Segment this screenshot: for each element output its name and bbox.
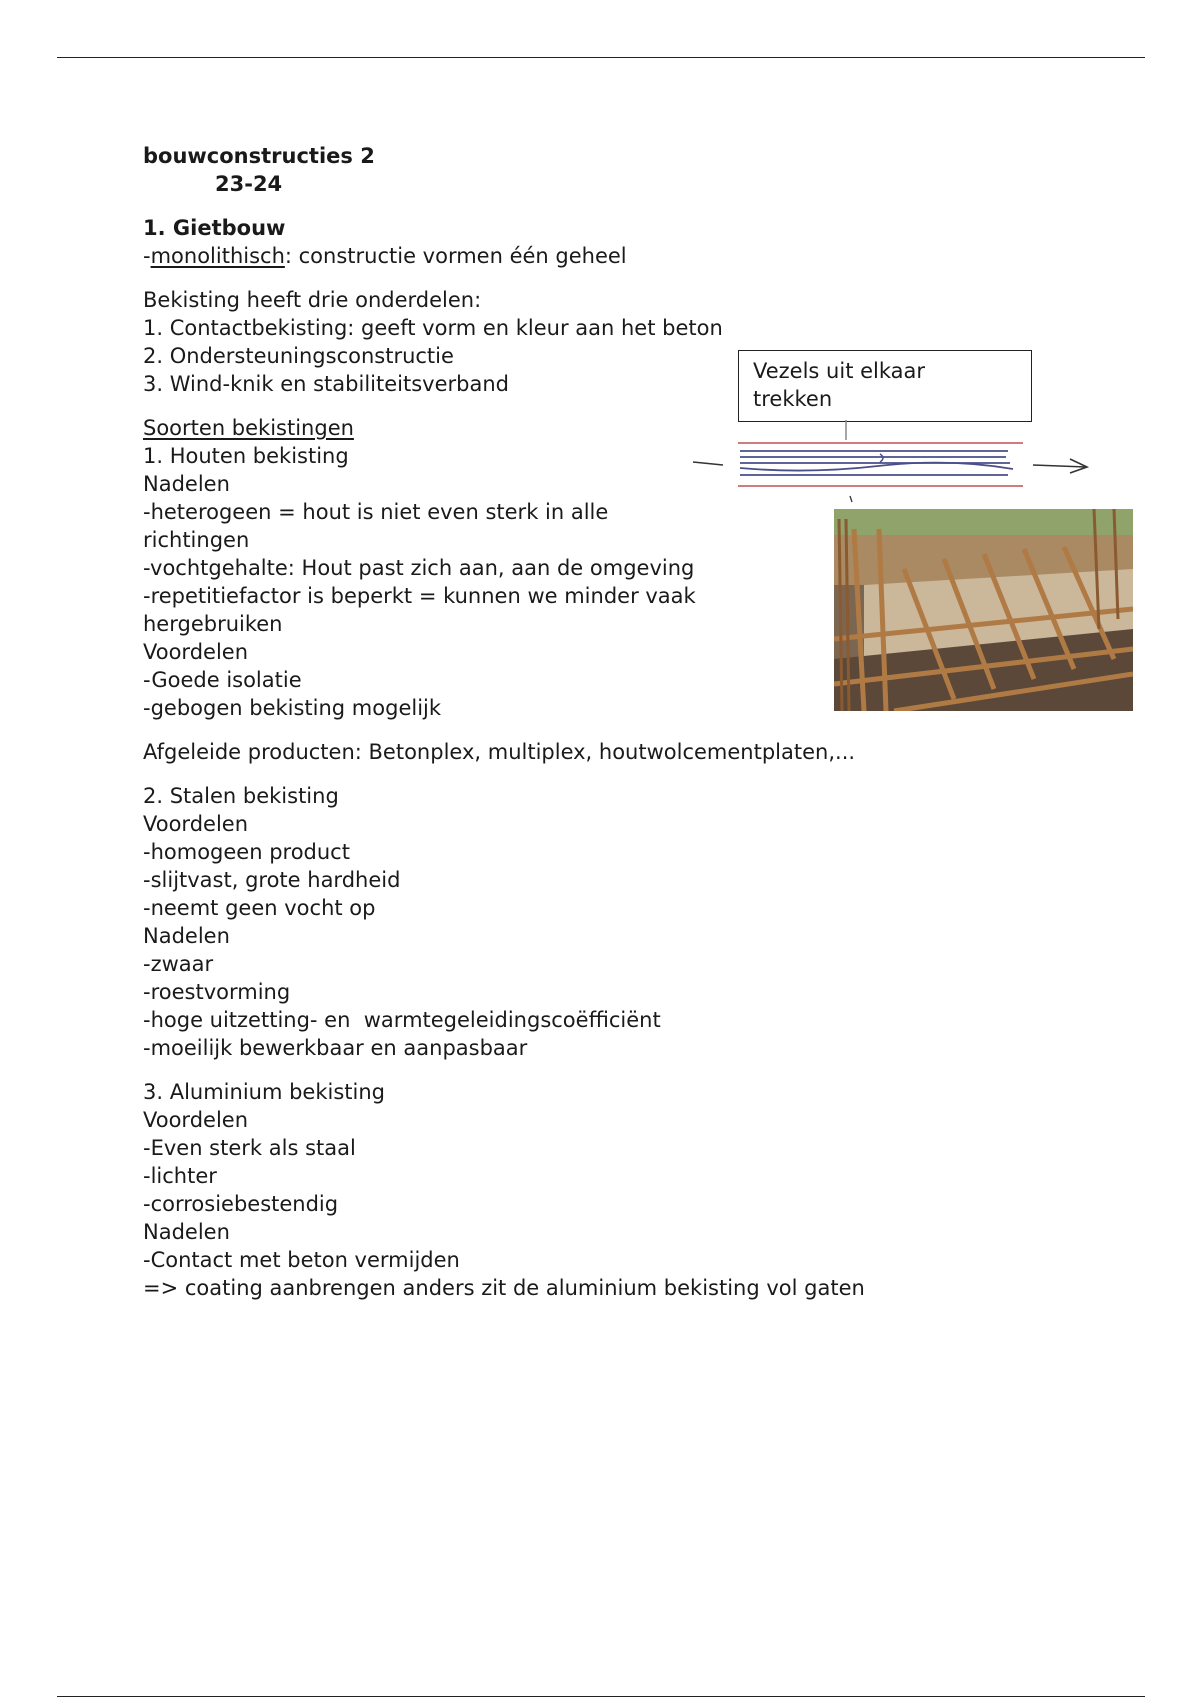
stalen-title: 2. Stalen bekisting	[143, 784, 339, 808]
houten-nadeel: -heterogeen = hout is niet even sterk in alle	[143, 500, 609, 524]
stalen-voordeel: -homogeen product	[143, 840, 350, 864]
stalen-nadeel: -hoge uitzetting- en warmtegeleidingscoëfficiënt	[143, 1008, 661, 1032]
afgeleide-producten: Afgeleide producten: Betonplex, multiplex, houtwolcementplaten,...	[143, 740, 856, 764]
houten-nadeel: -vochtgehalte: Hout past zich aan, aan de omgeving	[143, 556, 695, 580]
aluminium-voordelen-label: Voordelen	[143, 1108, 249, 1132]
stalen-nadeel: -moeilijk bewerkbaar en aanpasbaar	[143, 1036, 528, 1060]
aluminium-nadeel: -Contact met beton vermijden	[143, 1248, 460, 1272]
document-year: 23-24	[215, 172, 283, 196]
aluminium-nadeel: => coating aanbrengen anders zit de aluminium bekisting vol gaten	[143, 1276, 865, 1300]
aluminium-nadelen-label: Nadelen	[143, 1220, 230, 1244]
callout-text-line: Vezels uit elkaar	[753, 359, 926, 383]
dash: -	[143, 244, 151, 268]
stalen-nadeel: -roestvorming	[143, 980, 291, 1004]
section-heading-gietbouw: 1. Gietbouw	[143, 216, 286, 240]
stalen-voordeel: -neemt geen vocht op	[143, 896, 376, 920]
part-item: 2. Ondersteuningsconstructie	[143, 344, 454, 368]
left-arrow-stroke	[693, 462, 723, 465]
callout-box	[738, 350, 1032, 422]
soorten-heading: Soorten bekistingen	[143, 416, 354, 440]
right-arrow-icon	[1033, 465, 1086, 467]
header-rule	[57, 57, 1145, 58]
aluminium-voordeel: -lichter	[143, 1164, 217, 1188]
formwork-photo	[834, 509, 1133, 711]
houten-nadeel: -repetitiefactor is beperkt = kunnen we minder vaak	[143, 584, 696, 608]
document-body	[143, 142, 903, 1302]
bekisting-intro: Bekisting heeft drie onderdelen:	[143, 288, 482, 312]
part-item: 1. Contactbekisting: geeft vorm en kleur aan het beton	[143, 316, 723, 340]
houten-nadelen-label: Nadelen	[143, 472, 230, 496]
footer-rule	[57, 1696, 1145, 1697]
houten-nadeel: richtingen	[143, 528, 250, 552]
sketch-tick	[850, 496, 852, 502]
stalen-voordelen-label: Voordelen	[143, 812, 249, 836]
aluminium-voordeel: -corrosiebestendig	[143, 1192, 339, 1216]
sketch-kink	[880, 454, 883, 462]
aluminium-voordeel: -Even sterk als staal	[143, 1136, 356, 1160]
aluminium-title: 3. Aluminium bekisting	[143, 1080, 385, 1104]
callout-text-line: trekken	[753, 387, 833, 411]
houten-nadeel: hergebruiken	[143, 612, 283, 636]
houten-title: 1. Houten bekisting	[143, 444, 349, 468]
stalen-nadeel: -zwaar	[143, 952, 214, 976]
monolithisch-term: monolithisch	[150, 244, 285, 268]
houten-voordelen-label: Voordelen	[143, 640, 249, 664]
part-item: 3. Wind-knik en stabiliteitsverband	[143, 372, 509, 396]
stalen-nadelen-label: Nadelen	[143, 924, 230, 948]
houten-voordeel: -gebogen bekisting mogelijk	[143, 696, 442, 720]
fiber-sketch-drawing	[688, 418, 1098, 508]
document-title: bouwconstructies 2	[143, 144, 375, 168]
stalen-voordeel: -slijtvast, grote hardheid	[143, 868, 401, 892]
houten-voordeel: -Goede isolatie	[143, 668, 302, 692]
monolithisch-line	[143, 242, 903, 270]
monolithisch-definition: : constructie vormen één geheel	[284, 244, 627, 268]
